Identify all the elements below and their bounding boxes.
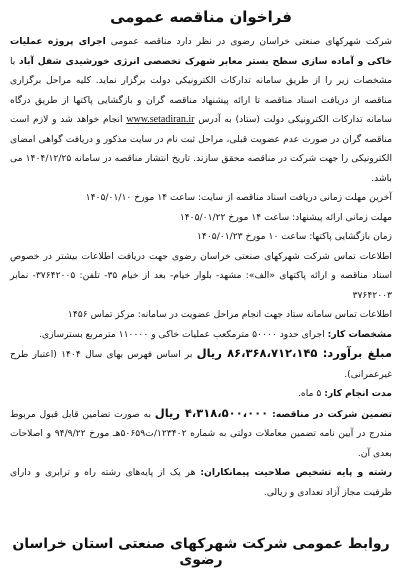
- work-specs-text: اجرای حدود ۵۰۰۰۰ مترمکعب عملیات خاکی و ۱۱۰۰۰۰ مترمربع بسترسازی.: [38, 328, 328, 340]
- estimate-amount: ۸۶،۳۶۸،۷۱۲،۱۴۵ ریال: [196, 346, 318, 360]
- setad-url-link[interactable]: www.setadiran.ir: [126, 114, 195, 125]
- guarantee-label: تضمین شرکت در مناقصه:: [268, 408, 392, 420]
- work-specs-label: مشخصات کار:: [327, 328, 392, 340]
- project-title: اجرای پروژه عملیات خاکی و آماده سازی سطح بستر معابر شهرک تخصصی انرژی خورشیدی شفل آباد: [10, 36, 392, 67]
- guarantee-amount: ۴،۳۱۸،۵۰۰،۰۰۰ ریال: [154, 405, 269, 420]
- opening-time: زمان بازگشایی پاکتها: ساعت ۱۰ مورخ ۱۴۰۵/۰۱/۲۳: [196, 231, 392, 242]
- setad-contact-info: اطلاعات تماس سامانه ستاد جهت انجام مراحل عضویت در سامانه: مرکز تماس ۱۴۵۶: [67, 309, 392, 320]
- estimate-text: بر اساس فهرس بهای سال ۱۴۰۴ (اعتبار طرح غیرعمرانی).: [10, 349, 392, 380]
- estimate-label: مبلغ برآورد:: [317, 346, 392, 360]
- intro-text-1: شرکت شهرکهای صنعتی خراسان رضوی در نظر دارد مناقصه عمومی: [105, 36, 392, 47]
- duration-label: مدت انجام کار:: [324, 388, 392, 399]
- intro-text-2: با مشخصات زیر را از طریق سامانه تدارکات الکترونیکی دولت برگزار نماید. کلیه مراحل برگزاری مناقصه از دریافت اسناد مناقصه تا ارائه پیشنهاد مناقصه گران و بازگشایی پاکتها از طریق درگاه سامانه تدارکات الکترونیکی دولت (ستاد) به آدرس: [10, 55, 392, 125]
- contact-info: اطلاعات تماس شرکت شهرکهای صنعتی خراسان رضوی جهت دریافت اطلاعات بیشتر در خصوص اسناد مناقصه و ارائه پاکتهای «الف»: مشهد- بلوار خیام- بعد از خیام ۳۵- تلفن: ۳۷۶۴۲۰۰۵- نمابر ۳۷۶۴۲۰۰۳: [10, 250, 392, 301]
- intro-text-3: انجام خواهد شد و لازم است مناقصه گران در صورت عدم عضویت قبلی، مراحل ثبت نام در سایت مذکور و دریافت گواهی امضای الکترونیکی را جهت شرکت در مناقصه محقق سازند. تاریخ انتشار مناقصه در سامانه ۱۴۰۴/۱۲/۲۵ می باشد.: [10, 114, 393, 184]
- guarantee: [10, 404, 392, 464]
- work-specs: [10, 325, 392, 345]
- qualification-label: رشته و پایه تشخیص صلاحیت پیمانکاران:: [200, 467, 392, 478]
- intro-paragraph: [10, 32, 392, 188]
- qualification-text: هر یک از پایه‌های رشته راه و ترابری و دارای ظرفیت مجاز آزاد تعدادی و ریالی.: [10, 467, 392, 498]
- qualification: [10, 463, 392, 502]
- estimate: [10, 344, 392, 384]
- page-title: فراخوان مناقصه عمومی: [110, 8, 292, 26]
- download-deadline: آخرین مهلت زمانی دریافت اسناد مناقصه از سایت: ساعت ۱۴ مورخ ۱۴۰۵/۰۱/۱۰: [85, 192, 392, 203]
- duration: [10, 384, 392, 404]
- submit-deadline: مهلت زمانی ارائه پیشنهاد: ساعت ۱۴ مورخ ۱۴۰۵/۰۱/۲۲: [179, 211, 392, 223]
- duration-text: ۵ ماه.: [297, 388, 325, 399]
- footer-signature: روابط عمومی شرکت شهرکهای صنعتی استان خراسان رضوی: [12, 536, 390, 568]
- guarantee-text: به صورت تضامین قابل قبول مربوط مندرج در آیین نامه تضمین معاملات دولتی به شماره ۱۲۳۴۰۲/ت۵۰۶۵۹هـ مورخ ۹۴/۹/۲۲ و اصلاحات بعدی آن.: [10, 408, 393, 459]
